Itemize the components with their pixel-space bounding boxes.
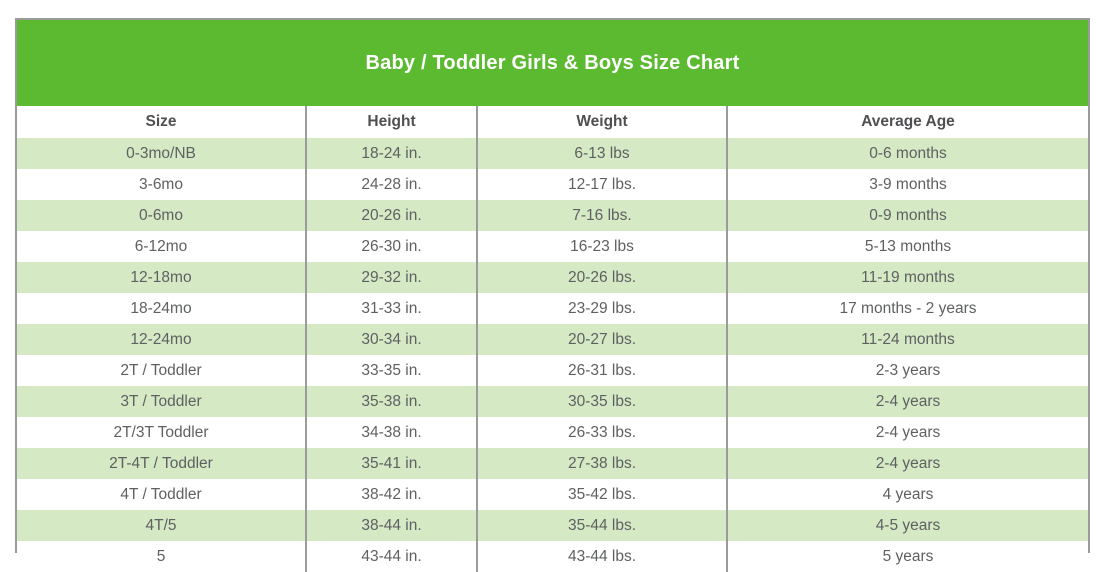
table-cell: 31-33 in. bbox=[306, 293, 477, 324]
table-cell: 35-38 in. bbox=[306, 386, 477, 417]
table-cell: 4 years bbox=[727, 479, 1088, 510]
table-cell: 0-6mo bbox=[17, 200, 306, 231]
table-cell: 0-6 months bbox=[727, 138, 1088, 169]
table-row bbox=[17, 386, 1088, 417]
table-cell: 4T/5 bbox=[17, 510, 306, 541]
table-cell: 33-35 in. bbox=[306, 355, 477, 386]
table-row bbox=[17, 138, 1088, 169]
table-cell: 30-35 lbs. bbox=[477, 386, 727, 417]
column-header-size: Size bbox=[17, 106, 306, 138]
table-cell: 16-23 lbs bbox=[477, 231, 727, 262]
table-cell: 43-44 lbs. bbox=[477, 541, 727, 572]
table-row bbox=[17, 231, 1088, 262]
table-cell: 38-42 in. bbox=[306, 479, 477, 510]
table-cell: 2T/3T Toddler bbox=[17, 417, 306, 448]
size-chart-table bbox=[15, 18, 1090, 565]
table-cell: 4-5 years bbox=[727, 510, 1088, 541]
table-cell: 2-3 years bbox=[727, 355, 1088, 386]
table-cell: 2-4 years bbox=[727, 417, 1088, 448]
table-cell: 3T / Toddler bbox=[17, 386, 306, 417]
table-cell: 5 bbox=[17, 541, 306, 572]
table-cell: 20-26 lbs. bbox=[477, 262, 727, 293]
table-header-row bbox=[17, 106, 1088, 138]
column-header-average-age: Average Age bbox=[727, 106, 1088, 138]
table-row bbox=[17, 169, 1088, 200]
column-header-height: Height bbox=[306, 106, 477, 138]
table-cell: 11-24 months bbox=[727, 324, 1088, 355]
table-cell: 38-44 in. bbox=[306, 510, 477, 541]
table-row bbox=[17, 510, 1088, 541]
chart-title: Baby / Toddler Girls & Boys Size Chart bbox=[365, 51, 740, 74]
table-cell: 35-44 lbs. bbox=[477, 510, 727, 541]
table-cell: 18-24mo bbox=[17, 293, 306, 324]
table-row bbox=[17, 262, 1088, 293]
table-cell: 43-44 in. bbox=[306, 541, 477, 572]
table-cell: 3-9 months bbox=[727, 169, 1088, 200]
table-cell: 2T / Toddler bbox=[17, 355, 306, 386]
table-cell: 26-33 lbs. bbox=[477, 417, 727, 448]
table-cell: 2-4 years bbox=[727, 448, 1088, 479]
table-row bbox=[17, 479, 1088, 510]
table-cell: 17 months - 2 years bbox=[727, 293, 1088, 324]
table-cell: 7-16 lbs. bbox=[477, 200, 727, 231]
table-cell: 26-30 in. bbox=[306, 231, 477, 262]
table-cell: 5-13 months bbox=[727, 231, 1088, 262]
table-cell: 27-38 lbs. bbox=[477, 448, 727, 479]
table-row bbox=[17, 417, 1088, 448]
table-cell: 3-6mo bbox=[17, 169, 306, 200]
table-cell: 18-24 in. bbox=[306, 138, 477, 169]
table-cell: 12-18mo bbox=[17, 262, 306, 293]
table-cell: 0-3mo/NB bbox=[17, 138, 306, 169]
table-row bbox=[17, 541, 1088, 572]
table-cell: 5 years bbox=[727, 541, 1088, 572]
table-row bbox=[17, 355, 1088, 386]
table-row bbox=[17, 324, 1088, 355]
table-cell: 24-28 in. bbox=[306, 169, 477, 200]
table-cell: 2-4 years bbox=[727, 386, 1088, 417]
size-table bbox=[17, 106, 1088, 572]
table-cell: 30-34 in. bbox=[306, 324, 477, 355]
chart-title-band bbox=[17, 20, 1088, 106]
table-row bbox=[17, 200, 1088, 231]
table-cell: 11-19 months bbox=[727, 262, 1088, 293]
table-cell: 12-24mo bbox=[17, 324, 306, 355]
table-cell: 35-41 in. bbox=[306, 448, 477, 479]
table-cell: 35-42 lbs. bbox=[477, 479, 727, 510]
column-header-weight: Weight bbox=[477, 106, 727, 138]
table-cell: 2T-4T / Toddler bbox=[17, 448, 306, 479]
table-row bbox=[17, 293, 1088, 324]
table-cell: 29-32 in. bbox=[306, 262, 477, 293]
table-row bbox=[17, 448, 1088, 479]
table-cell: 12-17 lbs. bbox=[477, 169, 727, 200]
table-cell: 6-13 lbs bbox=[477, 138, 727, 169]
table-cell: 20-26 in. bbox=[306, 200, 477, 231]
table-cell: 34-38 in. bbox=[306, 417, 477, 448]
table-cell: 4T / Toddler bbox=[17, 479, 306, 510]
table-cell: 0-9 months bbox=[727, 200, 1088, 231]
table-cell: 26-31 lbs. bbox=[477, 355, 727, 386]
table-cell: 23-29 lbs. bbox=[477, 293, 727, 324]
table-cell: 6-12mo bbox=[17, 231, 306, 262]
table-cell: 20-27 lbs. bbox=[477, 324, 727, 355]
